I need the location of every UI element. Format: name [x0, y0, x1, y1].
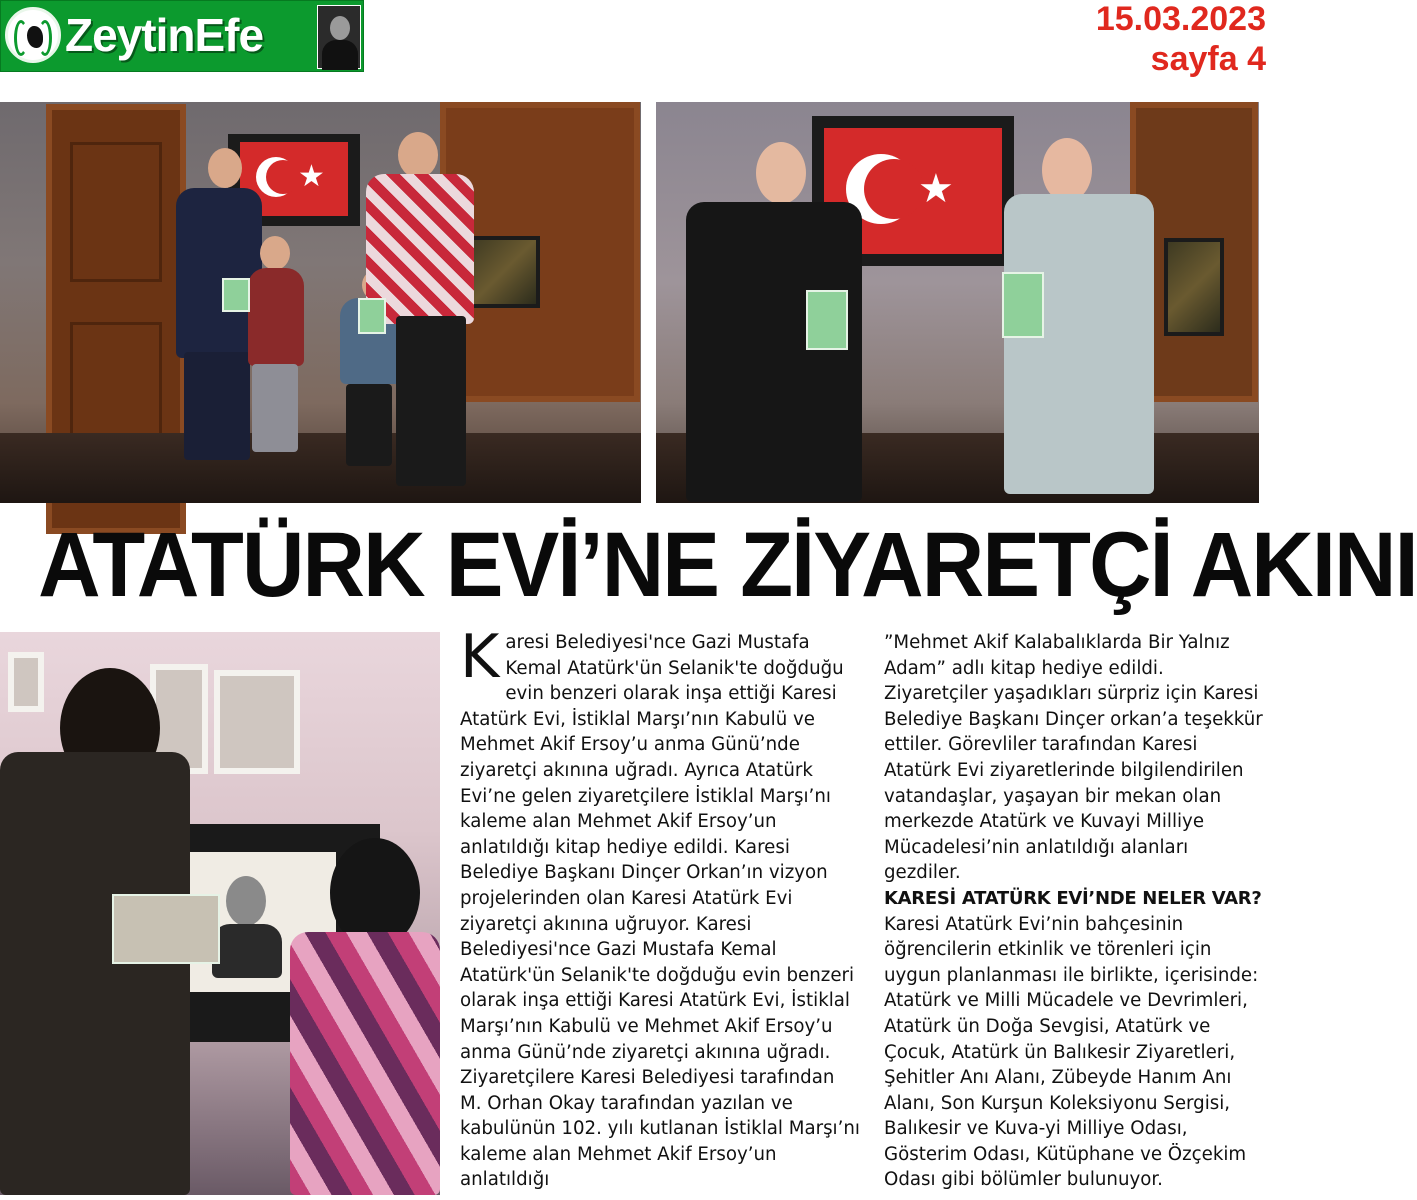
masthead-logo — [0, 0, 364, 72]
photo-two-women: ★ — [656, 102, 1259, 503]
page-number: sayfa 4 — [1150, 40, 1266, 78]
laurel-emblem-icon — [5, 7, 61, 63]
article-section-text: Karesi Atatürk Evi’nin bahçesinin öğrencilerin etkinlik ve törenleri için uygun planlanması ile birlikte, içerisinde: Atatürk ve Milli Mücadele ve Devrimleri, Atatürk ün Doğa Sevgisi, Atatürk ve Çocuk, Atatürk ün Balıkesir Ziyaretleri, Şehitler Anı Alanı, Zübeyde Hanım Anı Alanı, Son Kurşun Koleksiyonu Sergisi, Balıkesir ve Kuva-yi Milliye Odası, Gösterim Odası, Kütüphane ve Özçekim Odası gibi bölümler bulunuyor. — [884, 913, 1259, 1191]
brand-name: ZeytinEfe — [65, 9, 264, 61]
photo-museum-screen — [0, 632, 440, 1195]
drop-cap: K — [460, 622, 500, 692]
article-body-text-continued: ”Mehmet Akif Kalabalıklarda Bir Yalnız Adam” adlı kitap hediye edildi. Ziyaretçiler yaşadıkları sürpriz için Karesi Belediye Başkanı Dinçer orkan’a teşekkür ettiler. Görevliler tarafından Karesi Atatürk Evi ziyaretlerinde bilgilendirilen vatandaşlar, yaşayan bir mekan olan merkezde Atatürk ve Kuvayi Milliye Mücadelesi’nin anlatıldığı alanları gezdiler. — [884, 632, 1263, 884]
article-column-2 — [884, 630, 1268, 1193]
photo-family-visitors: ★ — [0, 102, 641, 503]
article-body-text: aresi Belediyesi'nce Gazi Mustafa Kemal Atatürk'ün Selanik'te doğduğu evin benzeri olarak inşa ettiği Karesi Atatürk Evi, İstiklal Marşı’nın Kabulü ve Mehmet Akif Ersoy’u anma Günü’nde ziyaretçi akınına uğradı. Ayrıca Atatürk Evi’ne gelen ziyaretçilere İstiklal Marşı’nı kaleme alan Mehmet Akif Ersoy’un anlatıldığı kitap hediye edildi. Karesi Belediye Başkanı Dinçer Orkan’ın vizyon projelerinden olan Karesi Atatürk Evi ziyaretçi akınına uğruyor. Karesi Belediyesi'nce Gazi Mustafa Kemal Atatürk'ün Selanik'te doğduğu evin benzeri olarak inşa ettiği Karesi Atatürk Evi, İstiklal Marşı’nın Kabulü ve Mehmet Akif Ersoy’u anma Günü’nde ziyaretçi akınına uğradı. Ziyaretçilere Karesi Belediyesi tarafından M. Orhan Okay tarafından yazılan ve kabulünün 102. yılı kutlanan İstiklal Marşı’nı kaleme alan Mehmet Akif Ersoy’un anlatıldığı — [460, 632, 860, 1191]
article-headline: ATATÜRK EVİ’NE ZİYARETÇİ AKINI — [38, 514, 1417, 616]
article-column-1 — [460, 622, 860, 1193]
portrait-thumbnail — [317, 5, 361, 69]
section-subheading: KARESİ ATATÜRK EVİ’NDE NELER VAR? — [884, 887, 1262, 909]
issue-date: 15.03.2023 — [1095, 0, 1266, 38]
